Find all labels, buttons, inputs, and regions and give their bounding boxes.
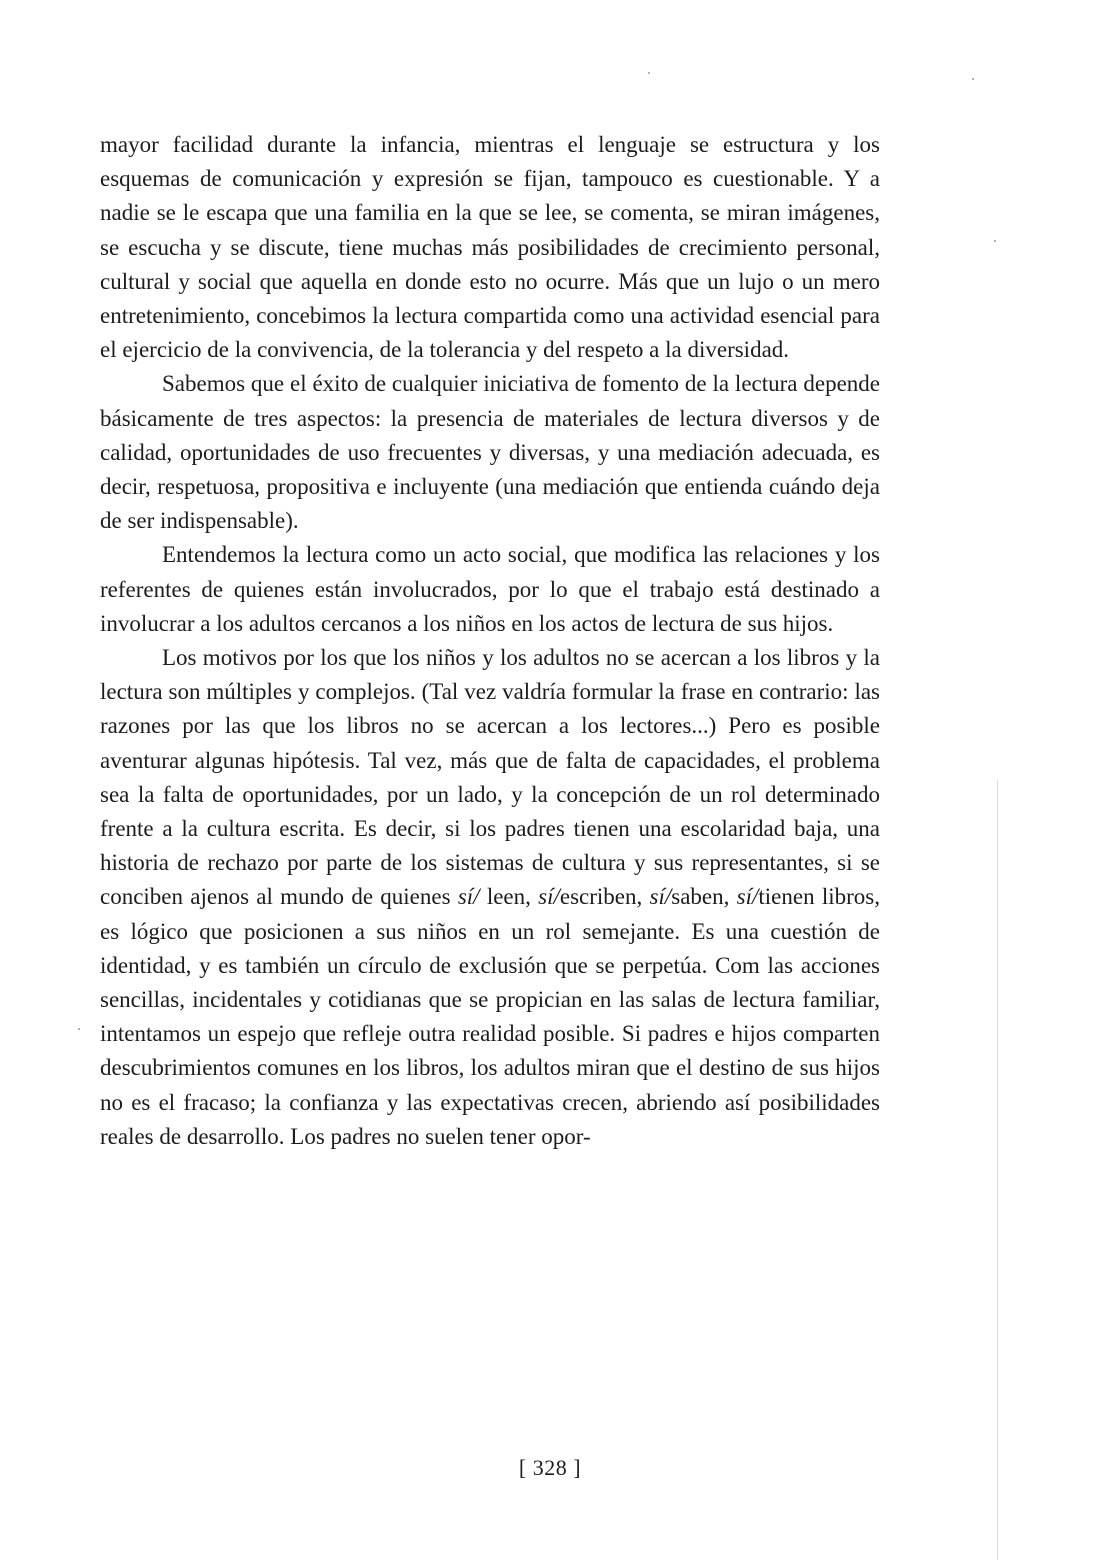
scan-speck xyxy=(648,72,650,74)
scan-speck xyxy=(972,78,974,80)
paragraph xyxy=(100,367,880,538)
text-run: Entendemos la lectura como un acto social, que modifica las relaciones y los referentes de quienes están involucrados, por lo que el trabajo está destinado a involucrar a los adultos cercanos a los niños en los actos de lectura de sus hijos. xyxy=(100,542,880,636)
paragraph xyxy=(100,128,880,367)
paragraph xyxy=(100,538,880,641)
text-run: tienen libros, es lógico que posicionen a sus niños en un rol semejante. Es una cuestión de identidad, y es también un círculo de exclusión que se perpetúa. Com las acciones sencillas, incidentales y cotidianas que se propician en las salas de lectura familiar, intentamos un espejo que refleje outra realidad posible. Si padres e hijos comparten descubrimientos comunes en los libros, los adultos miran que el destino de sus hijos no es el fracaso; la confianza y las expectativas crecen, abriendo así posibilidades reales de desarrollo. Los padres no suelen tener opor- xyxy=(100,884,880,1149)
text-run: escriben, xyxy=(559,884,650,910)
text-run: mayor facilidad durante la infancia, mientras el lenguaje se estructura y los esquemas de comunicación y expresión se fijan, tampouco es cuestionable. Y a nadie se le escapa que una familia en la que se lee, se comenta, se miran imágenes, se escucha y se discute, tiene muchas más posibilidades de crecimiento personal, cultural y social que aquella en donde esto no ocurre. Más que un lujo o un mero entretenimiento, concebimos la lectura compartida como una actividad esencial para el ejercicio de la convivencia, de la tolerancia y del respeto a la diversidad. xyxy=(100,132,880,363)
text-run: Los motivos por los que los niños y los adultos no se acercan a los libros y la lectura son múltiples y complejos. (Tal vez valdría formular la frase en contrario: las razones por las que los libros no se acercan a los lectores...) Pero es posible aventurar algunas hipótesis. Tal vez, más que de falta de capacidades, el problema sea la falta de oportunidades, por un lado, y la concepción de un rol determinado frente a la cultura escrita. Es decir, si los padres tienen una escolaridad baja, una historia de rechazo por parte de los sistemas de cultura y sus representantes, si se conciben ajenos al mundo de quienes xyxy=(100,645,880,910)
italic-emphasis: sí/ xyxy=(649,884,672,910)
scan-edge-line xyxy=(997,780,998,1560)
scan-speck xyxy=(994,240,996,242)
text-run: Sabemos que el éxito de cualquier iniciativa de fomento de la lectura depende básicamente de tres aspectos: la presencia de materiales de lectura diversos y de calidad, oportunidades de uso frecuentes y diversas, y una mediación adecuada, es decir, respetuosa, propositiva e incluyente (una mediación que entienda cuándo deja de ser indispensable). xyxy=(100,371,880,534)
body-text xyxy=(100,128,880,1154)
paragraph xyxy=(100,641,880,1154)
italic-emphasis: sí/ xyxy=(538,884,560,910)
page-number: [ 328 ] xyxy=(518,1455,582,1480)
italic-emphasis: sí/ xyxy=(457,884,480,910)
scan-speck xyxy=(78,1028,80,1030)
italic-emphasis: sí/ xyxy=(736,884,759,910)
text-run: leen, xyxy=(479,884,539,910)
text-run: saben, xyxy=(671,884,737,910)
